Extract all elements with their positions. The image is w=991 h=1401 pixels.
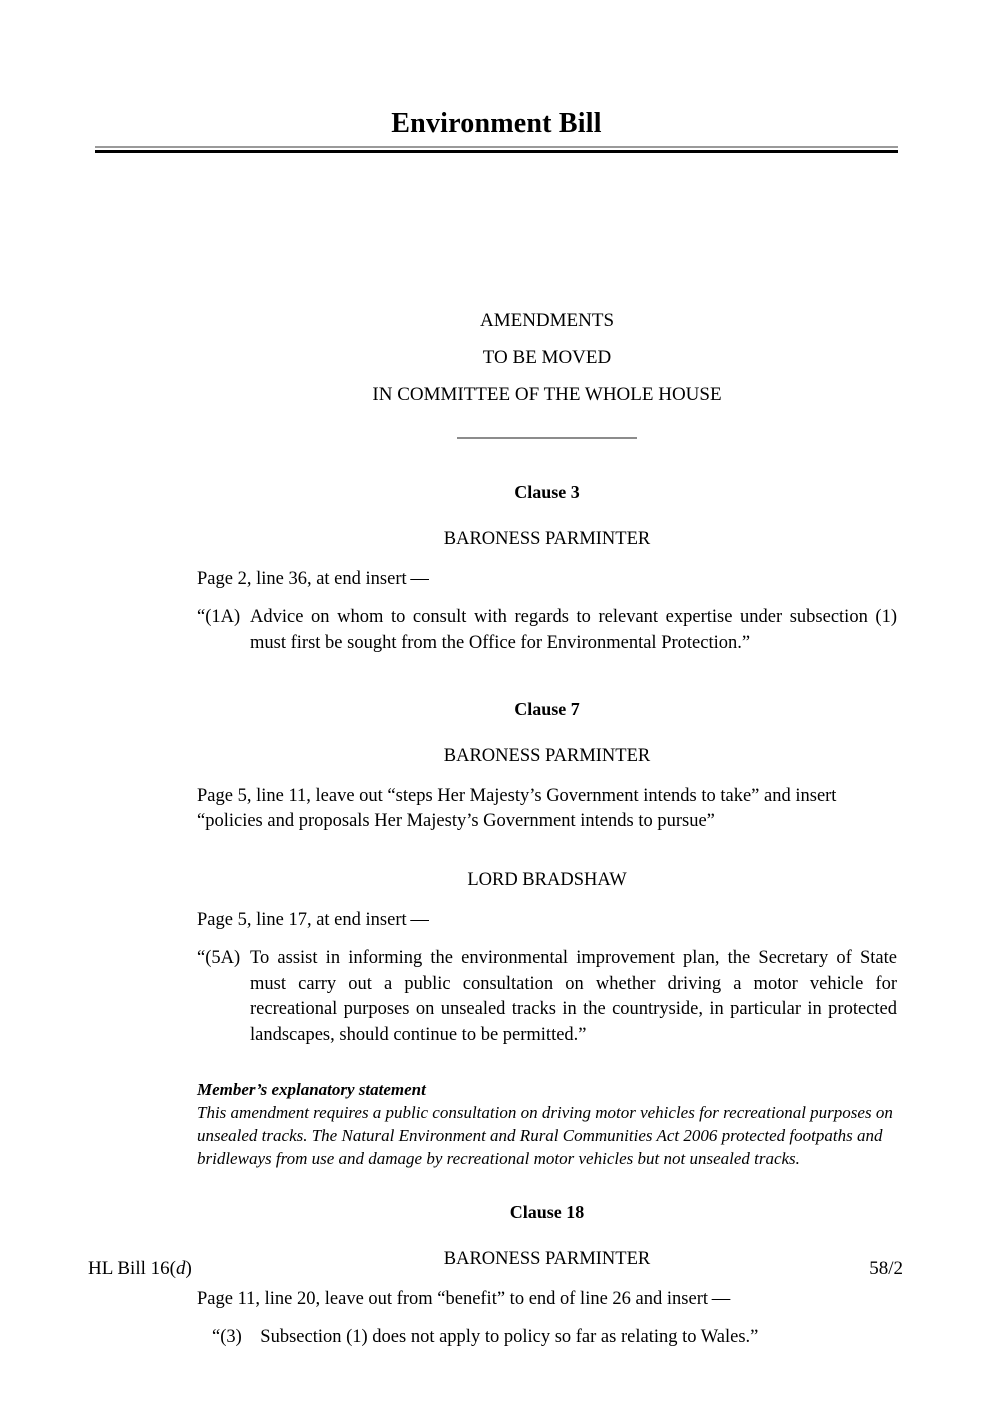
amendments-heading-line-3: IN COMMITTEE OF THE WHOLE HOUSE bbox=[372, 384, 722, 405]
amendments-heading-line-1: AMENDMENTS bbox=[479, 310, 615, 331]
amendment-marker-2: “(5A) bbox=[197, 948, 241, 968]
amendment-lead-3: Page 11, line 20, leave out from “benefit” to end of line 26 and insert — bbox=[197, 1289, 731, 1309]
amendment-text-2: To assist in informing the environmental improvement plan, the Secretary of State must carry out a public consultation on whether driving a motor vehicle for recreational purposes on unsealed tracks in the countryside, in particular in protected landscapes, should continue to be permitted.” bbox=[250, 948, 897, 1045]
amendment-lead-2: Page 5, line 17, at end insert — bbox=[197, 910, 429, 930]
amendment-quoted-block-2 bbox=[197, 946, 897, 1048]
explanatory-statement-title: Member’s explanatory statement bbox=[197, 1080, 426, 1099]
amendment-lead-1: Page 5, line 11, leave out “steps Her Majesty’s Government intends to take” and insert “policies and proposals Her Majesty’s Government intends to pursue” bbox=[197, 786, 837, 831]
sponsor-name-1: BARONESS PARMINTER bbox=[443, 746, 651, 766]
amendments-heading-line-2: TO BE MOVED bbox=[482, 347, 612, 368]
amendment-marker-0: “(1A) bbox=[197, 607, 241, 627]
page-reference: 58/2 bbox=[869, 1258, 903, 1279]
bill-number-suffix: ) bbox=[185, 1258, 192, 1279]
bill-number-italic: d bbox=[175, 1258, 186, 1279]
sponsor-name-2: LORD BRADSHAW bbox=[467, 870, 627, 890]
section-divider-rule bbox=[457, 437, 637, 439]
amendment-quoted-block-0 bbox=[197, 605, 897, 656]
document-body bbox=[197, 0, 897, 1350]
page-footer bbox=[88, 1258, 903, 1280]
amendment-text-3: “(3) Subsection (1) does not apply to policy so far as relating to Wales.” bbox=[212, 1327, 759, 1347]
sponsor-name-3: BARONESS PARMINTER bbox=[443, 1249, 651, 1269]
bill-number bbox=[88, 1258, 192, 1280]
explanatory-statement-text: This amendment requires a public consultation on driving motor vehicles for recreational purposes on unsealed tracks. The Natural Environment and Rural Communities Act 2006 protected footpaths and bridleways from use and damage by recreational motor vehicles but not unsealed tracks. bbox=[197, 1103, 893, 1168]
sponsor-name-0: BARONESS PARMINTER bbox=[443, 529, 651, 549]
clause-heading-18: Clause 18 bbox=[509, 1202, 585, 1222]
amendment-lead-0: Page 2, line 36, at end insert — bbox=[197, 569, 429, 589]
clause-heading-3: Clause 3 bbox=[514, 482, 580, 502]
explanatory-statement bbox=[197, 1078, 897, 1170]
clause-heading-7: Clause 7 bbox=[514, 699, 580, 719]
amendment-text-0: Advice on whom to consult with regards to relevant expertise under subsection (1) must first be sought from the Office for Environmental Protection.” bbox=[250, 607, 897, 653]
bill-number-prefix: HL Bill 16( bbox=[88, 1258, 176, 1279]
page-title: Environment Bill bbox=[391, 108, 602, 139]
